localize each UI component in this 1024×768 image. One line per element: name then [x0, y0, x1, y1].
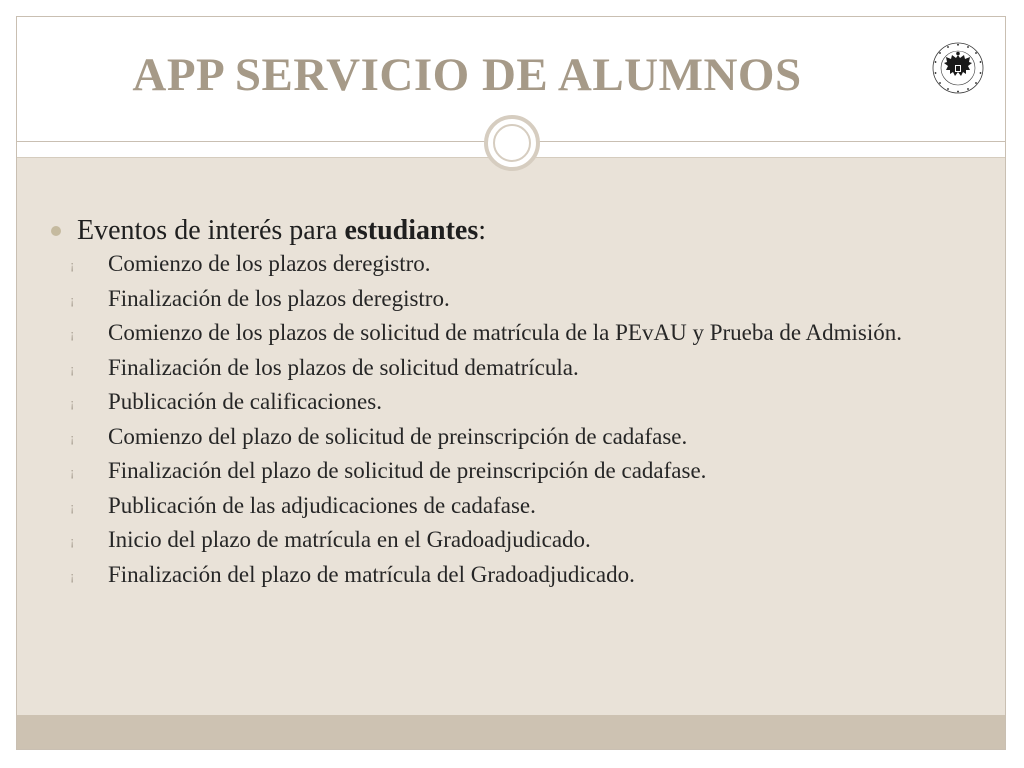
list-marker-icon: ¡ [70, 257, 75, 272]
list-item [65, 253, 965, 275]
list-item-text: Finalización de los plazos de solicitud dematrícula. [108, 354, 579, 380]
event-list [65, 253, 965, 598]
list-marker-icon: ¡ [70, 498, 75, 514]
list-marker-icon: ¡ [70, 326, 75, 341]
list-item [65, 561, 965, 587]
list-item [65, 391, 965, 413]
main-point-text: Eventos de interés para [77, 215, 345, 246]
list-item-text: Publicación de las adjudicaciones de cadafase. [108, 492, 536, 518]
list-item-text: Comienzo del plazo de solicitud de preinscripción de cadafase. [108, 423, 688, 449]
list-item [65, 529, 965, 551]
list-item [65, 460, 965, 482]
list-item [65, 492, 965, 518]
main-point-colon: : [478, 215, 487, 246]
list-item-text: Inicio del plazo de matrícula en el Gradoadjudicado. [108, 527, 591, 552]
university-seal-icon [931, 41, 985, 95]
list-item [65, 354, 965, 380]
list-item-text: Comienzo de los plazos deregistro. [108, 251, 431, 276]
main-point-bold-text: estudiantes [344, 215, 479, 246]
list-marker-icon: ¡ [70, 291, 75, 307]
list-item-text: Publicación de calificaciones. [108, 389, 382, 414]
list-item [65, 285, 965, 311]
list-marker-icon: ¡ [70, 464, 75, 479]
list-item-text: Finalización de los plazos deregistro. [108, 285, 450, 311]
footer-band [17, 715, 1005, 749]
main-bullet-point [51, 213, 486, 249]
slide [16, 16, 1006, 750]
slide-title: APP SERVICIO DE ALUMNOS [132, 49, 802, 101]
list-marker-icon: ¡ [70, 429, 75, 445]
list-marker-icon: ¡ [70, 567, 75, 583]
ring-ornament-icon [484, 115, 540, 171]
list-marker-icon: ¡ [70, 360, 75, 376]
list-item-text: Comienzo de los plazos de solicitud de matrícula de la PEvAU y Prueba de Admisión. [108, 320, 902, 345]
list-marker-icon: ¡ [70, 533, 75, 548]
list-item [65, 423, 965, 449]
list-item [65, 322, 965, 344]
filled-dot-bullet-icon [51, 226, 61, 236]
list-item-text: Finalización del plazo de matrícula del Gradoadjudicado. [108, 561, 635, 587]
list-marker-icon: ¡ [70, 395, 75, 410]
list-item-text: Finalización del plazo de solicitud de preinscripción de cadafase. [108, 458, 707, 483]
